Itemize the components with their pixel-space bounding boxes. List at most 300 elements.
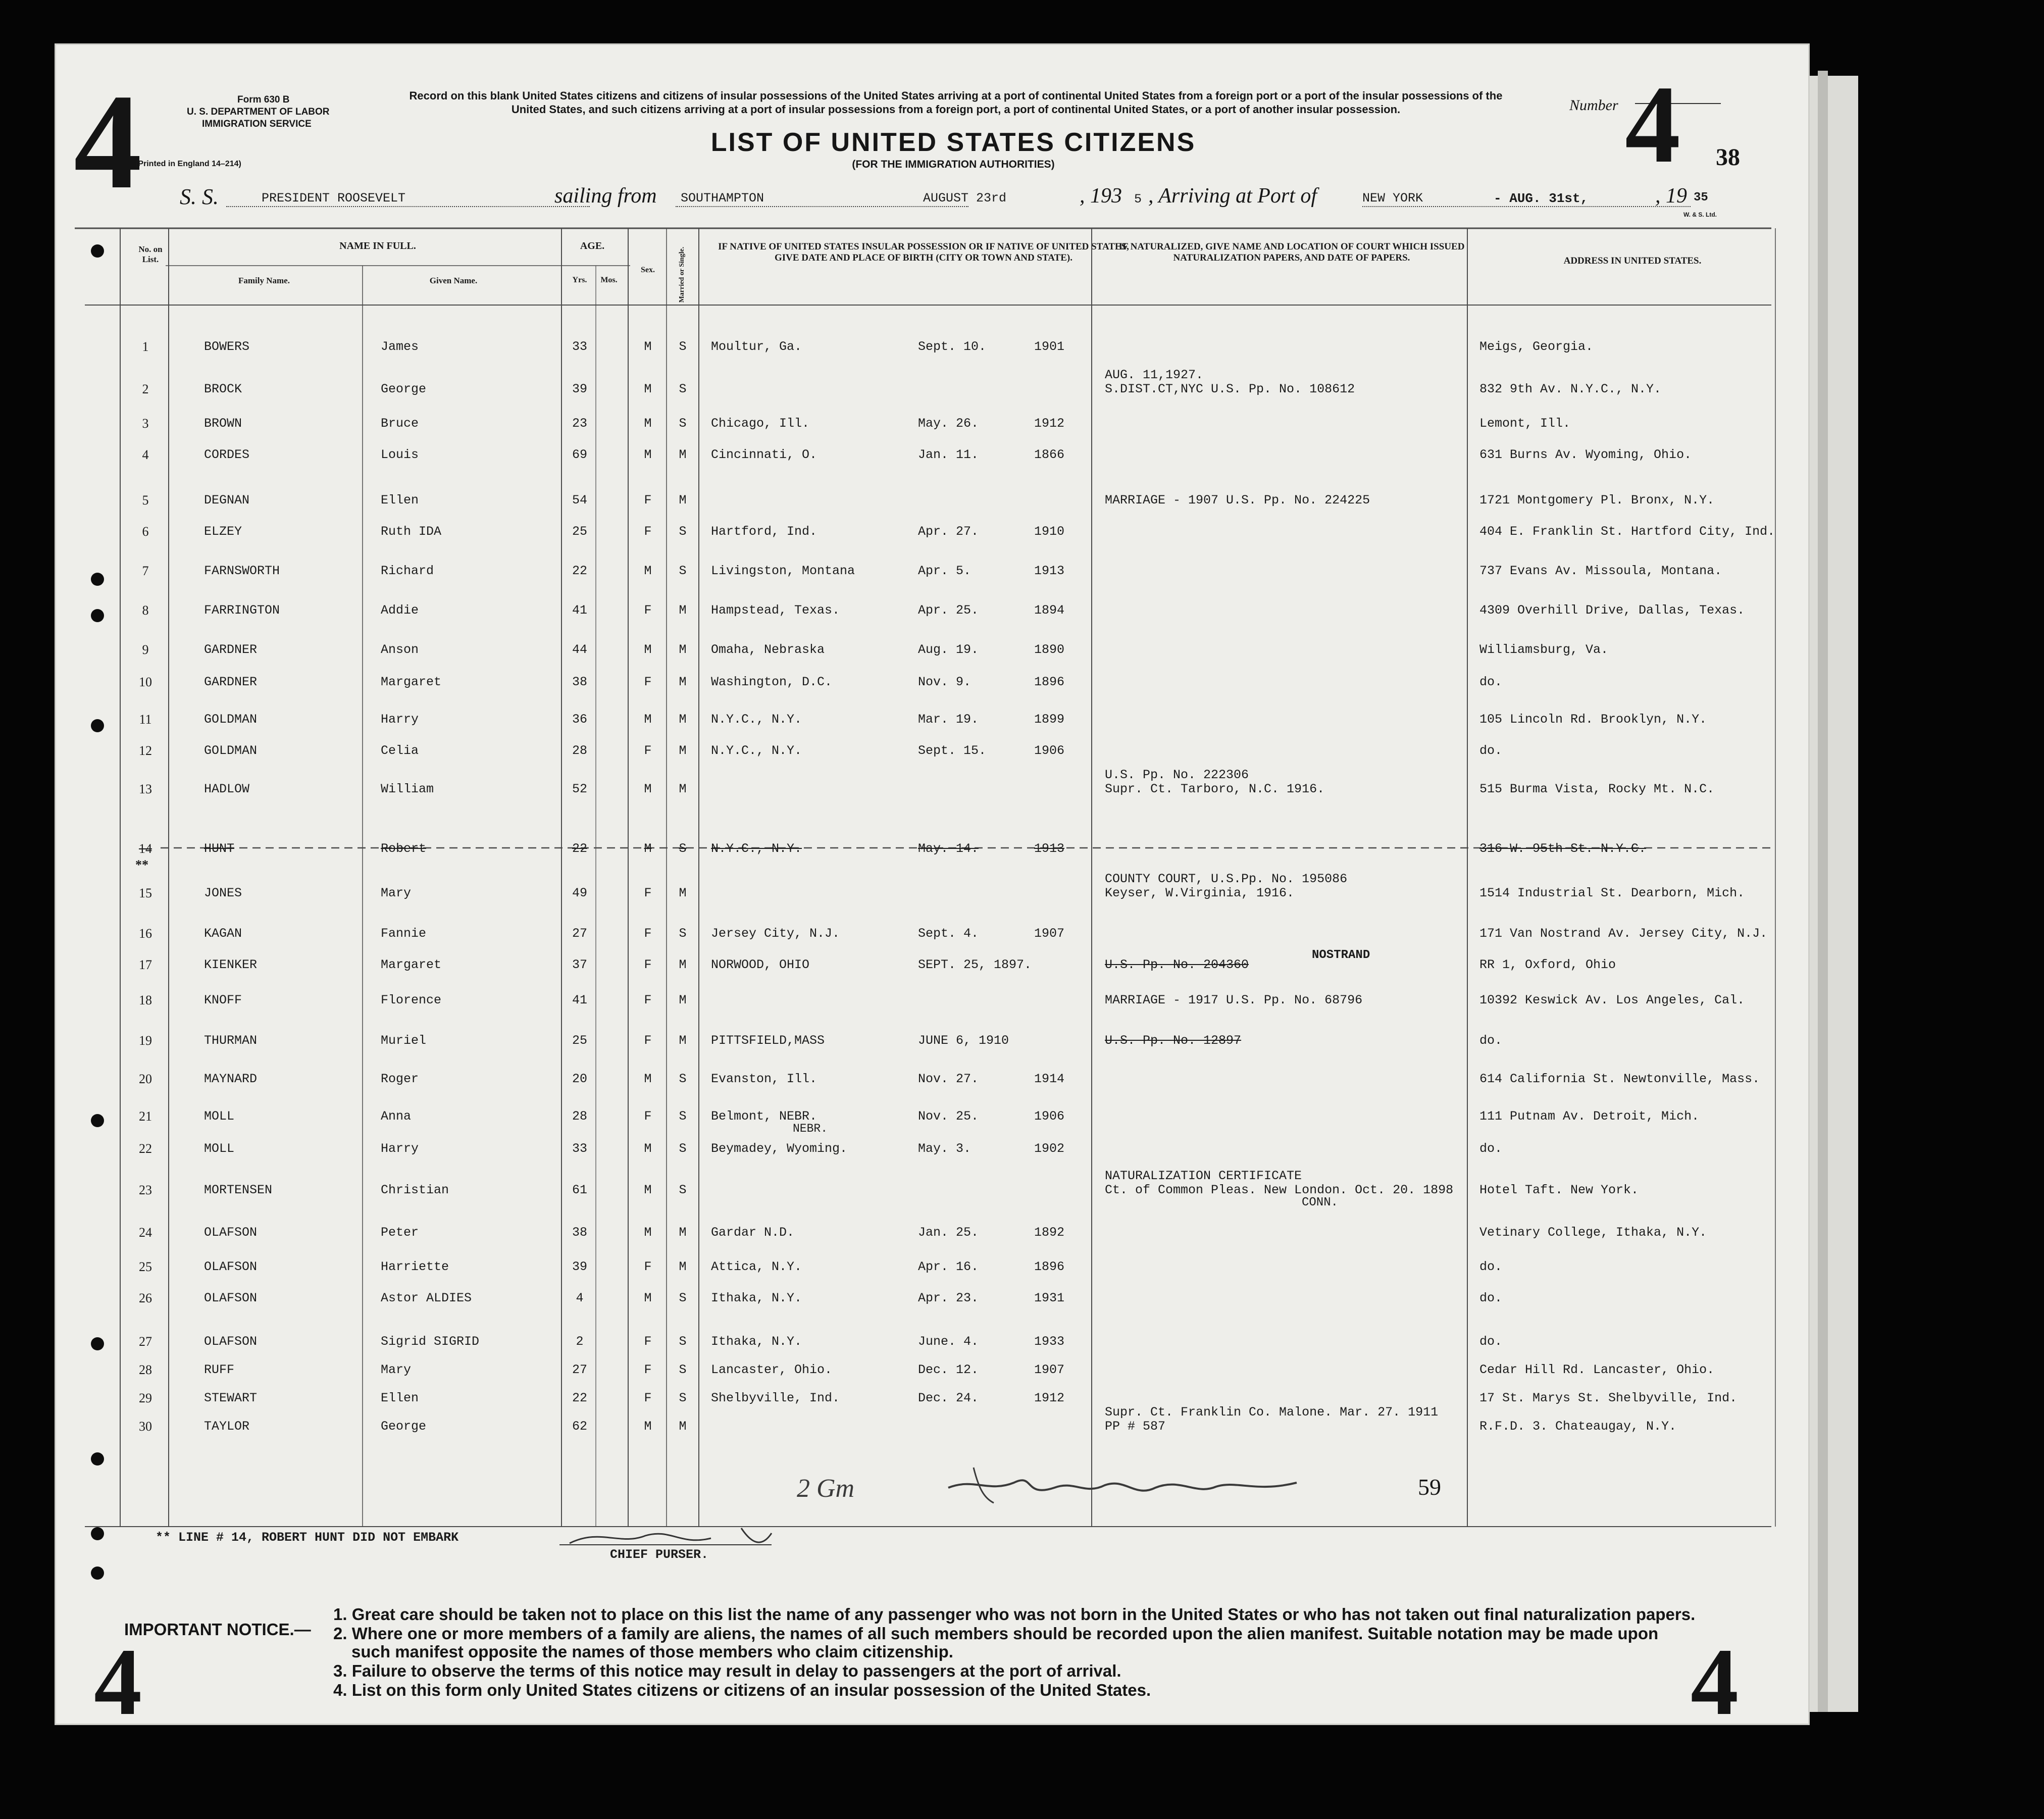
cell-ms: M [679,642,687,657]
col-birth: IF NATIVE OF UNITED STATES INSULAR POSSESSION OR IF NATIVE OF UNITED STATES, GIVE DATE AND PLACE OF BIRTH (CITY OR TOWN AND STATE). [718,241,1129,263]
cell-family: MORTENSEN [204,1183,273,1197]
cell-age: 28 [572,743,587,758]
cell-ms: S [679,1141,687,1156]
cell-address: R.F.D. 3. Chateaugay, N.Y. [1479,1419,1677,1434]
table-row [55,1352,1810,1383]
cell-age: 22 [572,564,587,578]
cell-address: Vetinary College, Ithaka, N.Y. [1479,1225,1707,1240]
cell-family: GOLDMAN [204,712,258,727]
cell-year: 1914 [1034,1072,1065,1086]
cell-sex: F [644,603,652,618]
cell-no: 2 [142,382,149,396]
cell-family: BOWERS [204,339,250,354]
cell-address: do. [1479,1334,1503,1349]
notice-item-2: 2. Where one or more members of a family are aliens, the names of all such members should be recorded upon the alien manifest. Suitable notation may be made upon [333,1624,1659,1643]
cell-family: ELZEY [204,524,242,539]
cell-address: do. [1479,1141,1503,1156]
cell-no: 12 [139,743,152,758]
cell-no: 23 [139,1183,152,1197]
cell-age: 20 [572,1072,587,1086]
star-mark: ** [135,857,148,872]
cell-no: 15 [139,886,152,900]
cell-naturalized-line2: Supr. Ct. Tarboro, N.C. 1916. [1105,782,1325,796]
cell-family: HADLOW [204,782,250,796]
cell-no: 10 [139,675,152,689]
table-row [55,1405,1810,1439]
cell-ms: S [679,926,687,941]
form-number: Form 630 B [237,94,290,105]
cell-date: Nov. 25. [918,1109,979,1124]
cell-age: 54 [572,493,587,508]
table-row [55,553,1810,584]
punch-hole [91,1567,104,1580]
table-row [55,368,1810,402]
cell-given: Roger [381,1072,419,1086]
cell-given: Muriel [381,1033,427,1048]
service-label: IMMIGRATION SERVICE [202,119,312,129]
cell-given: Anna [381,1109,412,1124]
table-row [55,831,1810,862]
cell-address: Cedar Hill Rd. Lancaster, Ohio. [1479,1362,1715,1377]
port-from: SOUTHAMPTON [681,191,764,206]
cell-no: 21 [139,1109,152,1124]
table-row [55,514,1810,544]
port-to: NEW YORK [1362,191,1423,206]
cell-no: 14 [139,841,152,856]
cell-year: 1912 [1034,416,1065,431]
cell-age: 33 [572,339,587,354]
cell-ms: M [679,957,687,972]
cell-naturalized-line2: S.DIST.CT,NYC U.S. Pp. No. 108612 [1105,382,1355,396]
cell-age: 39 [572,1259,587,1274]
cell-sex: F [644,1391,652,1405]
cell-place: Hartford, Ind. [711,524,817,539]
cell-family: KNOFF [204,993,242,1007]
cell-address: RR 1, Oxford, Ohio [1479,957,1616,972]
cell-age: 2 [576,1334,584,1349]
cell-year: 1907 [1034,1362,1065,1377]
cell-address: 105 Lincoln Rd. Brooklyn, N.Y. [1479,712,1707,727]
table-row [55,1023,1810,1053]
cell-sex: F [644,743,652,758]
chief-purser-label: CHIEF PURSER. [610,1547,709,1562]
cell-family: THURMAN [204,1033,258,1048]
cell-family: HUNT [204,841,235,856]
cell-place: PITTSFIELD,MASS [711,1033,825,1048]
cell-no: 8 [142,603,149,618]
ship-name: PRESIDENT ROOSEVELT [262,191,406,206]
cell-place: Moultur, Ga. [711,339,802,354]
cell-age: 25 [572,524,587,539]
cell-ms: M [679,743,687,758]
cell-address: 171 Van Nostrand Av. Jersey City, N.J. [1479,926,1768,941]
cell-address: do. [1479,1259,1503,1274]
cell-no: 27 [139,1334,152,1349]
table-row [55,1131,1810,1161]
col-given-name: Given Name. [429,276,478,285]
cell-ms: S [679,1072,687,1086]
cell-ms: M [679,1419,687,1434]
cell-no: 7 [142,564,149,578]
cell-ms: M [679,603,687,618]
cell-family: OLAFSON [204,1259,258,1274]
cell-naturalized-line1: U.S. Pp. No. 222306 [1105,768,1249,782]
cell-date: May. 26. [918,416,979,431]
cell-date: Apr. 5. [918,564,972,578]
cell-age: 39 [572,382,587,396]
cell-no: 28 [139,1362,152,1377]
table-row [55,872,1810,906]
cell-sex: M [644,782,652,796]
cell-sex: F [644,886,652,900]
cell-given: Harriette [381,1259,449,1274]
cell-no: 19 [139,1033,152,1048]
cell-family: DEGNAN [204,493,250,508]
cell-year: 1896 [1034,1259,1065,1274]
cell-ms: M [679,447,687,462]
cell-place: N.Y.C., N.Y. [711,743,802,758]
cell-sex: M [644,712,652,727]
cell-no: 20 [139,1072,152,1086]
cell-family: FARNSWORTH [204,564,280,578]
cell-year: 1899 [1034,712,1065,727]
cell-given: Ruth IDA [381,524,442,539]
cell-address: 832 9th Av. N.Y.C., N.Y. [1479,382,1662,396]
cell-ms: S [679,1109,687,1124]
cell-place: N.Y.C., N.Y. [711,841,802,856]
cell-ms: M [679,1259,687,1274]
table-row [55,1169,1810,1203]
cell-place: Hampstead, Texas. [711,603,840,618]
cell-address: 1721 Montgomery Pl. Bronx, N.Y. [1479,493,1715,508]
cell-address: 1514 Industrial St. Dearborn, Mich. [1479,886,1745,900]
cell-family: STEWART [204,1391,258,1405]
col-address: ADDRESS IN UNITED STATES. [1563,256,1702,266]
cell-date: Nov. 27. [918,1072,979,1086]
cell-family: BROCK [204,382,242,396]
cell-family: JONES [204,886,242,900]
cell-age: 41 [572,993,587,1007]
table-row [55,1281,1810,1311]
cell-year: 1912 [1034,1391,1065,1405]
cell-ms: S [679,841,687,856]
cell-address: Lemont, Ill. [1479,416,1571,431]
cell-date: Sept. 4. [918,926,979,941]
cell-date: Nov. 9. [918,675,972,689]
cell-no: 18 [139,993,152,1007]
cell-sex: M [644,416,652,431]
cell-age: 23 [572,416,587,431]
cell-date: Apr. 23. [918,1291,979,1305]
cell-family: GOLDMAN [204,743,258,758]
department-label: U. S. DEPARTMENT OF LABOR [187,107,330,117]
annotation-conn: CONN. [1302,1196,1339,1209]
cell-naturalized-line2: MARRIAGE - 1917 U.S. Pp. No. 68796 [1105,993,1363,1007]
cell-ms: M [679,1225,687,1240]
cell-no: 1 [142,339,149,354]
cell-sex: M [644,1419,652,1434]
cell-no: 16 [139,926,152,941]
table-row [55,1249,1810,1280]
cell-year: 1907 [1034,926,1065,941]
cell-date: Sept. 15. [918,743,987,758]
cell-given: Mary [381,1362,412,1377]
cell-address: Williamsburg, Va. [1479,642,1609,657]
date-to: - AUG. 31st, [1494,191,1589,206]
cell-age: 62 [572,1419,587,1434]
annotation-nebr: NEBR. [793,1122,828,1135]
cell-ms: M [679,782,687,796]
cell-family: GARDNER [204,642,258,657]
notice-item-2b: such manifest opposite the names of those members who claim citizenship. [351,1642,953,1661]
cell-date: Sept. 10. [918,339,987,354]
cell-age: 61 [572,1183,587,1197]
cell-no: 17 [139,957,152,972]
cell-year: 1902 [1034,1141,1065,1156]
cell-date: May. 3. [918,1141,972,1156]
table-row [55,733,1810,764]
cell-age: 22 [572,1391,587,1405]
cell-no: 4 [142,447,149,462]
cell-naturalized-line2: U.S. Pp. No. 204360 [1105,957,1249,972]
cell-given: Ellen [381,1391,419,1405]
cell-age: 27 [572,926,587,941]
cell-given: William [381,782,434,796]
col-mos: Mos. [600,276,618,284]
cell-address: 737 Evans Av. Missoula, Montana. [1479,564,1722,578]
table-row [55,329,1810,360]
cell-given: George [381,1419,427,1434]
cell-sex: M [644,642,652,657]
cell-place: Chicago, Ill. [711,416,810,431]
cell-sex: M [644,447,652,462]
cell-age: 36 [572,712,587,727]
cell-place: N.Y.C., N.Y. [711,712,802,727]
cell-given: James [381,339,419,354]
cell-place: Ithaka, N.Y. [711,1291,802,1305]
col-married: Married or Single. [678,246,686,303]
cell-year: 1913 [1034,564,1065,578]
cell-age: 69 [572,447,587,462]
col-name-in-full: NAME IN FULL. [339,240,416,251]
cell-place: Livingston, Montana [711,564,855,578]
cell-age: 41 [572,603,587,618]
cell-no: 3 [142,416,149,431]
notice-label: IMPORTANT NOTICE.— [124,1620,311,1639]
cell-sex: M [644,1072,652,1086]
cell-year: 1894 [1034,603,1065,618]
annotation-nostrand: NOSTRAND [1312,948,1370,962]
cell-ms: M [679,1033,687,1048]
cell-year: 1901 [1034,339,1065,354]
cell-given: Louis [381,447,419,462]
cell-sex: F [644,493,652,508]
table-row [55,983,1810,1013]
passenger-table [55,43,1810,1558]
cell-date: Dec. 12. [918,1362,979,1377]
cell-no: 11 [139,712,152,727]
cell-ms: S [679,382,687,396]
cell-sex: F [644,1362,652,1377]
cell-sex: M [644,1291,652,1305]
table-row [55,1062,1810,1092]
cell-address: do. [1479,1291,1503,1305]
footnote-line: ** LINE # 14, ROBERT HUNT DID NOT EMBARK [156,1530,459,1545]
cell-age: 38 [572,1225,587,1240]
sailing-label: sailing from [554,184,657,208]
col-age: AGE. [580,240,605,251]
cell-year: 1910 [1034,524,1065,539]
notice-item-4: 4. List on this form only United States citizens or citizens of an insular possession of the United States. [333,1681,1151,1699]
date-from: AUGUST 23rd [923,191,1007,206]
cell-ms: S [679,339,687,354]
cell-place: Cincinnati, O. [711,447,817,462]
cell-family: CORDES [204,447,250,462]
cell-year: 1892 [1034,1225,1065,1240]
year-to-prefix: , 19 [1655,184,1687,208]
printed-note: (Printed in England 14–214) [135,160,241,168]
cell-place: Evanston, Ill. [711,1072,817,1086]
col-family-name: Family Name. [238,276,290,285]
instructions-text: Record on this blank United States citizens and citizens of insular possessions of the United States arriving at a port of continental United States from a foreign port or a port of the insular possessions of the United States, and such citizens arriving at a port of insular possessions from a foreign port, a port of continental United States, or a port of another insular possession. [409,89,1503,116]
cell-ms: S [679,564,687,578]
page-subtitle: (FOR THE IMMIGRATION AUTHORITIES) [852,159,1055,170]
cell-address: 404 E. Franklin St. Hartford City, Ind. [1479,524,1775,539]
list-number-suffix: 38 [1716,144,1740,171]
cell-sex: M [644,564,652,578]
cell-family: KIENKER [204,957,258,972]
cell-place: Shelbyville, Ind. [711,1391,840,1405]
arriving-label: , Arriving at Port of [1148,184,1317,208]
cell-family: TAYLOR [204,1419,250,1434]
ss-label: S. S. [180,184,219,209]
cell-sex: M [644,1183,652,1197]
cell-address: Hotel Taft. New York. [1479,1183,1639,1197]
cell-ms: M [679,493,687,508]
notice-item-1: 1. Great care should be taken not to place on this list the name of any passenger who was not born in the United States or who has not taken out final naturalization papers. [333,1605,1696,1624]
cell-sex: F [644,993,652,1007]
cell-place: Belmont, NEBR. [711,1109,817,1124]
year-from-prefix: , 193 [1080,184,1122,208]
table-row [55,1381,1810,1411]
table-row [55,916,1810,946]
cell-year: 1896 [1034,675,1065,689]
cell-age: 52 [572,782,587,796]
cell-address: 515 Burma Vista, Rocky Mt. N.C. [1479,782,1715,796]
table-row [55,632,1810,663]
cell-place: Ithaka, N.Y. [711,1334,802,1349]
cell-age: 37 [572,957,587,972]
table-row [55,437,1810,468]
cell-given: Christian [381,1183,449,1197]
cell-age: 27 [572,1362,587,1377]
cell-address: 614 California St. Newtonville, Mass. [1479,1072,1760,1086]
cell-sex: M [644,382,652,396]
cell-family: MOLL [204,1141,235,1156]
col-no: No. on List. [138,244,163,264]
cell-ms: M [679,993,687,1007]
cell-sex: F [644,524,652,539]
table-row [55,947,1810,978]
page-number: 59 [1418,1474,1441,1500]
cell-address: 111 Putnam Av. Detroit, Mich. [1479,1109,1700,1124]
cell-given: Sigrid SIGRID [381,1334,480,1349]
cell-ms: S [679,1291,687,1305]
cell-place: Gardar N.D. [711,1225,795,1240]
cell-year: 1933 [1034,1334,1065,1349]
cell-sex: M [644,339,652,354]
cell-family: MOLL [204,1109,235,1124]
cell-age: 44 [572,642,587,657]
cell-naturalized-line2: U.S. Pp. No. 12897 [1105,1033,1242,1048]
cell-sex: F [644,926,652,941]
cell-ms: S [679,1183,687,1197]
cell-no: 25 [139,1259,152,1274]
cell-given: Margaret [381,957,442,972]
cell-sex: F [644,675,652,689]
cell-age: 4 [576,1291,584,1305]
cell-given: George [381,382,427,396]
cell-date: May. 14. [918,841,979,856]
cell-given: Richard [381,564,434,578]
handwritten-signature [943,1457,1307,1513]
table-row [55,1324,1810,1354]
cell-family: OLAFSON [204,1334,258,1349]
cell-address: do. [1479,675,1503,689]
cell-family: OLAFSON [204,1291,258,1305]
cell-given: Florence [381,993,442,1007]
cell-no: 9 [142,642,149,657]
cell-no: 13 [139,782,152,796]
cell-place: Beymadey, Wyoming. [711,1141,848,1156]
cell-place: Jersey City, N.J. [711,926,840,941]
cell-age: 28 [572,1109,587,1124]
cell-sex: F [644,1033,652,1048]
cell-family: BROWN [204,416,242,431]
col-sex: Sex. [641,266,655,274]
cell-age: 38 [572,675,587,689]
cell-no: 29 [139,1391,152,1405]
cell-naturalized-line2: Keyser, W.Virginia, 1916. [1105,886,1295,900]
handwritten-count: 2 Gm [797,1474,855,1503]
big-number-bottom-right: 4 [1691,1629,1739,1735]
big-number-bottom-left: 4 [94,1629,142,1735]
cell-ms: S [679,416,687,431]
cell-date: Apr. 25. [918,603,979,618]
cell-given: Margaret [381,675,442,689]
cell-place: NORWOOD, OHIO [711,957,810,972]
cell-no: 30 [139,1419,152,1434]
col-yrs: Yrs. [572,276,587,284]
cell-given: Mary [381,886,412,900]
cell-sex: M [644,1141,652,1156]
table-row [55,483,1810,513]
cell-naturalized-line1: COUNTY COURT, U.S.Pp. No. 195086 [1105,872,1348,886]
cell-given: Astor ALDIES [381,1291,472,1305]
printer-mark: W. & S. Ltd. [1683,211,1717,218]
cell-naturalized-line2: MARRIAGE - 1907 U.S. Pp. No. 224225 [1105,493,1370,508]
manifest-sheet [55,43,1810,1735]
page-title: LIST OF UNITED STATES CITIZENS [710,128,1196,157]
cell-date: Jan. 11. [918,447,979,462]
table-row [55,406,1810,436]
cell-year: 1906 [1034,1109,1065,1124]
cell-year: 1931 [1034,1291,1065,1305]
cell-sex: F [644,1334,652,1349]
cell-family: OLAFSON [204,1225,258,1240]
cell-given: Peter [381,1225,419,1240]
cell-naturalized-line2: PP # 587 [1105,1419,1166,1434]
